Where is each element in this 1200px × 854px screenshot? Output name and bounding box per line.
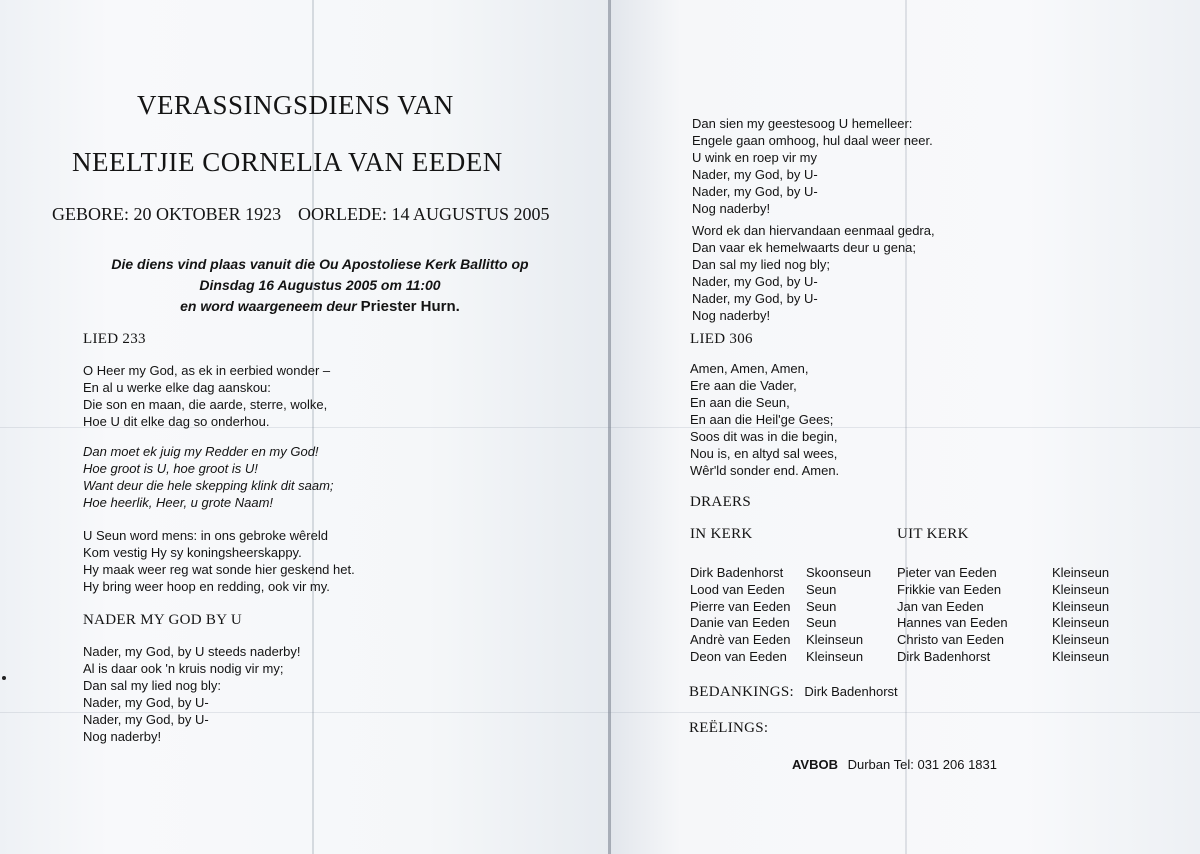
verse-line: Nader, my God, by U- [692, 184, 818, 199]
service-datetime: Dinsdag 16 Augustus 2005 om 11:00 [199, 277, 441, 293]
verse-line: Hy bring weer hoop en redding, ook vir my. [83, 579, 330, 594]
verse-line: Nader, my God, by U- [692, 274, 818, 289]
bearer-relation: Seun [806, 581, 837, 597]
verse-line: Nader, my God, by U- [83, 712, 209, 727]
bearer-relation: Kleinseun [1052, 581, 1110, 597]
verse-line: U wink en roep vir my [692, 150, 817, 165]
bearer-name: Danie van Eeden [690, 615, 790, 631]
verse-line: Dan sal my lied nog bly: [83, 678, 222, 693]
arrangements-label: REËLINGS: [689, 720, 769, 736]
verse-line: Nou is, en altyd sal wees, [690, 446, 838, 461]
out-church-names [897, 565, 1008, 666]
bearers-title: DRAERS [690, 494, 751, 510]
memorial-title: VERASSINGSDIENS VAN [137, 90, 454, 120]
hymn-233-chorus [83, 443, 334, 511]
bearer-name: Pierre van Eeden [690, 598, 791, 614]
verse-line: Hoe U dit elke dag so onderhou. [83, 414, 270, 429]
verse-line: Wêr'ld sonder end. Amen. [690, 463, 840, 478]
bearer-name: Pieter van Eeden [897, 565, 997, 580]
verse-line: Nader, my God, by U- [692, 291, 818, 306]
chorus-line: Hoe groot is U, hoe groot is U! [83, 461, 258, 476]
bearer-relation: Seun [806, 598, 837, 614]
thanks-row [689, 683, 898, 701]
hymn-306-title: LIED 306 [690, 331, 753, 347]
verse-line: Al is daar ook 'n kruis nodig vir my; [83, 661, 284, 676]
verse-line: Dan vaar ek hemelwaarts deur u gena; [692, 240, 917, 255]
verse-line: O Heer my God, as ek in eerbied wonder – [83, 363, 331, 378]
hymn-233-verse-2 [83, 527, 355, 595]
hymn-233-verse-1 [83, 362, 330, 430]
service-location: Die diens vind plaas vanuit die Ou Apostoliese Kerk Ballitto op [111, 256, 529, 272]
deceased-name: NEELTJIE CORNELIA VAN EEDEN [72, 147, 503, 177]
bearer-relation: Seun [806, 615, 837, 631]
bearer-name: Hannes van Eeden [897, 615, 1008, 631]
verse-line: U Seun word mens: in ons gebroke wêreld [83, 528, 328, 543]
bearer-name: Deon van Eeden [690, 648, 787, 664]
verse-line: Amen, Amen, Amen, [690, 361, 809, 376]
verse-line: Nader, my God, by U- [692, 167, 818, 182]
bearer-relation: Kleinseun [1052, 615, 1110, 631]
verse-line: Nader, my God, by U steeds naderby! [83, 644, 301, 659]
out-church-title: UIT KERK [897, 526, 969, 542]
chorus-line: Want deur die hele skepping klink dit saam; [83, 478, 334, 493]
thanks-value: Dirk Badenhorst [804, 684, 898, 699]
verse-line: Kom vestig Hy sy koningsheerskappy. [83, 545, 302, 560]
verse-line: Dan sien my geestesoog U hemelleer: [692, 116, 913, 131]
verse-line: En al u werke elke dag aanskou: [83, 380, 271, 395]
bearer-relation: Kleinseun [806, 632, 864, 648]
officiant-prefix: en word waargeneem deur [180, 298, 357, 314]
death-date: OORLEDE: 14 AUGUSTUS 2005 [298, 204, 550, 224]
bearer-name: Christo van Eeden [897, 632, 1004, 648]
verse-line: Soos dit was in die begin, [690, 429, 838, 444]
bearer-name: Andrè van Eeden [690, 632, 791, 648]
service-officiant [60, 296, 580, 317]
hymn-nader-verse-1 [83, 643, 301, 745]
hymn-306-verse [690, 360, 839, 479]
thanks-label: BEDANKINGS: [689, 684, 794, 700]
funeral-home-contact [792, 757, 997, 772]
verse-line: Word ek dan hiervandaan eenmaal gedra, [692, 223, 935, 238]
verse-line: Nog naderby! [83, 729, 162, 744]
verse-line: Nog naderby! [692, 201, 771, 216]
verse-line: Die son en maan, die aarde, sterre, wolke, [83, 397, 328, 412]
bearer-relation: Kleinseun [1052, 648, 1110, 664]
chorus-line: Dan moet ek juig my Redder en my God! [83, 444, 319, 459]
bearer-relation: Skoonseun [806, 565, 872, 580]
bearer-name: Lood van Eeden [690, 581, 785, 597]
bearer-name: Jan van Eeden [897, 598, 984, 614]
in-church-title: IN KERK [690, 526, 753, 542]
funeral-home-name: AVBOB [792, 757, 838, 772]
verse-line: Engele gaan omhoog, hul daal weer neer. [692, 133, 933, 148]
hymn-nader-verse-3 [692, 222, 935, 324]
hymn-nader-title: NADER MY GOD BY U [83, 612, 242, 628]
in-church-relations [806, 565, 871, 666]
in-church-names [690, 565, 790, 666]
bearer-relation: Kleinseun [1052, 565, 1110, 580]
verse-line: Hy maak weer reg wat sonde hier geskend het. [83, 562, 355, 577]
bearer-relation: Kleinseun [1052, 598, 1110, 614]
verse-line: Ere aan die Vader, [690, 378, 797, 393]
out-church-relations [1052, 565, 1109, 666]
verse-line: En aan die Heil'ge Gees; [690, 412, 834, 427]
service-details [60, 254, 580, 317]
verse-line: En aan die Seun, [690, 395, 790, 410]
bearer-name: Dirk Badenhorst [690, 565, 784, 580]
paper-mark [2, 676, 6, 680]
verse-line: Nader, my God, by U- [83, 695, 209, 710]
bearer-relation: Kleinseun [806, 648, 864, 664]
verse-line: Nog naderby! [692, 308, 771, 323]
birth-date: GEBORE: 20 OKTOBER 1923 [52, 204, 282, 224]
officiant-name: Priester Hurn. [360, 298, 460, 315]
bearer-name: Frikkie van Eeden [897, 581, 1002, 597]
hymn-nader-verse-2 [692, 115, 933, 217]
hymn-233-title: LIED 233 [83, 331, 146, 347]
funeral-home-phone: Durban Tel: 031 206 1831 [847, 757, 997, 772]
verse-line: Dan sal my lied nog bly; [692, 257, 831, 272]
bearer-name: Dirk Badenhorst [897, 648, 991, 664]
chorus-line: Hoe heerlik, Heer, u grote Naam! [83, 495, 274, 510]
bearer-relation: Kleinseun [1052, 632, 1110, 648]
